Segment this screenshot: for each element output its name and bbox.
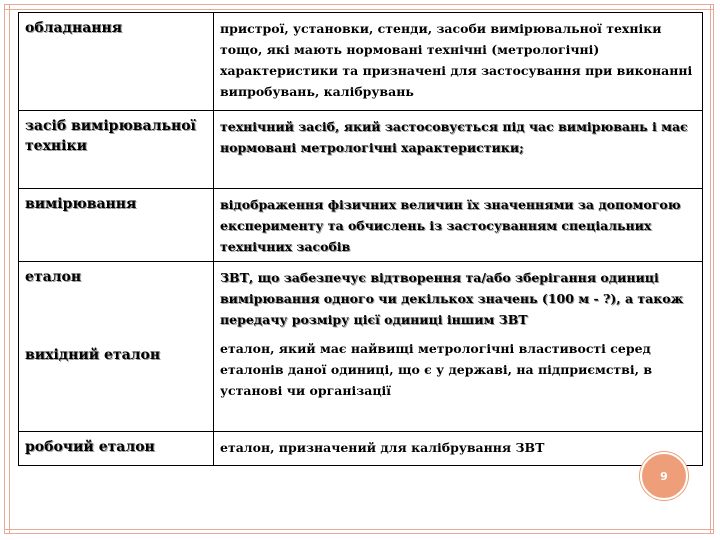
term-cell: обладнання (19, 13, 214, 111)
frame-line-bottom (4, 529, 714, 530)
frame-line-right (710, 4, 711, 534)
terms-table (18, 12, 703, 466)
frame-line-left (9, 4, 10, 534)
table-row (19, 13, 703, 111)
term-cell (19, 262, 214, 432)
table-row (19, 432, 703, 466)
subterm-label: вихідний еталон (25, 347, 161, 363)
term-label: еталон (25, 269, 82, 285)
page-number-badge: 9 (640, 452, 688, 500)
definition-cell: відображення фізичних величин їх значеннями за допомогою експерименту та обчислень із застосуванням спеціальних технічних засобів (214, 189, 703, 262)
frame-line-top (4, 9, 714, 10)
definition-cell: еталон, призначений для калібрування ЗВТ (214, 432, 703, 466)
definition-cell (214, 262, 703, 432)
term-cell: робочий еталон (19, 432, 214, 466)
table-row (19, 262, 703, 432)
table-row (19, 111, 703, 189)
definition-cell: пристрої, установки, стенди, засоби вимірювальної техніки тощо, які мають нормовані технічні (метрологічні) характеристики та призначені для застосування при виконанні випробувань, калібрувань (214, 13, 703, 111)
term-cell: вимірювання (19, 189, 214, 262)
term-cell: засіб вимірювальної техніки (19, 111, 214, 189)
definition-cell: технічний засіб, який застосовується під час вимірювань і має нормовані метрологічні характеристики; (214, 111, 703, 189)
table-row (19, 189, 703, 262)
definition-text: ЗВТ, що забезпечує відтворення та/або зберігання одиниці вимірювання одного чи декількох значень (100 м - ?), а також передачу розміру цієї одиниці іншим ЗВТ (220, 270, 684, 327)
subdefinition-text: еталон, який має найвищі метрологічні властивості серед еталонів даної одиниці, що є у державі, на підприємстві, в установі чи організації (220, 341, 653, 398)
